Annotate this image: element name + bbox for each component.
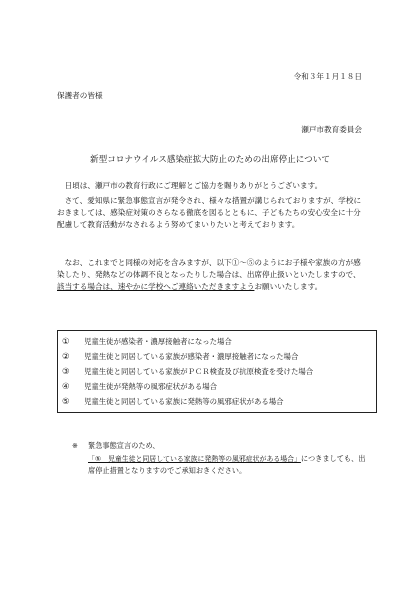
- case-text: 児童生徒と同居している家族がＰＣＲ検査及び抗原検査を受けた場合: [84, 367, 314, 376]
- list-item: [62, 394, 372, 409]
- case-number: ①: [62, 336, 70, 346]
- case-number: ③: [62, 366, 70, 376]
- recipient-line: 保護者の皆様: [57, 91, 103, 100]
- greeting-text: 日頃は、瀬戸市の教育行政にご理解とご協力を賜りありがとうございます。: [64, 181, 323, 190]
- note-post: につきましても、出席停止措置となりますのでご承知おきください。: [88, 453, 366, 476]
- list-item: [62, 379, 372, 394]
- case-text: 児童生徒が感染者・濃厚接触者になった場合: [84, 337, 232, 346]
- document-date: 令和３年１月１８日: [293, 72, 362, 81]
- list-item: [62, 349, 372, 364]
- list-item: [62, 334, 372, 349]
- request-text-a: なお、これまでと同様の対応を含みますが、以下①～⑤のようにお子様や家族の方が感染したり、発熱などの体調不良となったりした場合は、出席停止扱いといたしますので、: [57, 258, 361, 279]
- situation-paragraph: [57, 195, 362, 230]
- situation-text: さて、愛知県に緊急事態宣言が発令され、様々な措置が講じられておりますが、学校におきましては、感染症対策のさらなる徹底を図るとともに、子どもたちの安心安全に十分配慮して教育活動がなされるよう努めてまいりたいと考えております。: [57, 196, 362, 229]
- case-number: ④: [62, 381, 70, 391]
- case-number: ②: [62, 351, 70, 361]
- list-item: [62, 364, 372, 379]
- request-text-underlined: 該当する場合は、速やかに学校へご連絡いただきますよう: [57, 281, 255, 291]
- case-text: 児童生徒が発熱等の風邪症状がある場合: [84, 382, 218, 391]
- request-text: [57, 257, 362, 292]
- footnote: [72, 440, 367, 478]
- note-mark: ※: [72, 441, 79, 450]
- note-body: [88, 440, 367, 478]
- greeting-paragraph: [57, 180, 362, 192]
- case-text: 児童生徒と同居している家族が感染者・濃厚接触者になった場合: [84, 352, 299, 361]
- request-paragraph: [57, 257, 362, 292]
- sender-line: 瀬戸市教育委員会: [301, 125, 362, 134]
- cases-box: [57, 330, 377, 413]
- note-highlight: 「⑤ 児童生徒と同居している家族に発熱等の風邪症状がある場合」: [88, 454, 301, 463]
- note-pre: 緊急事態宣言のため、: [88, 441, 160, 450]
- request-text-b: お願いいたします。: [254, 281, 323, 291]
- document-title: 新型コロナウイルス感染症拡大防止のための出席停止について: [90, 155, 330, 165]
- case-text: 児童生徒と同居している家族に発熱等の風邪症状がある場合: [84, 397, 284, 406]
- case-number: ⑤: [62, 396, 70, 406]
